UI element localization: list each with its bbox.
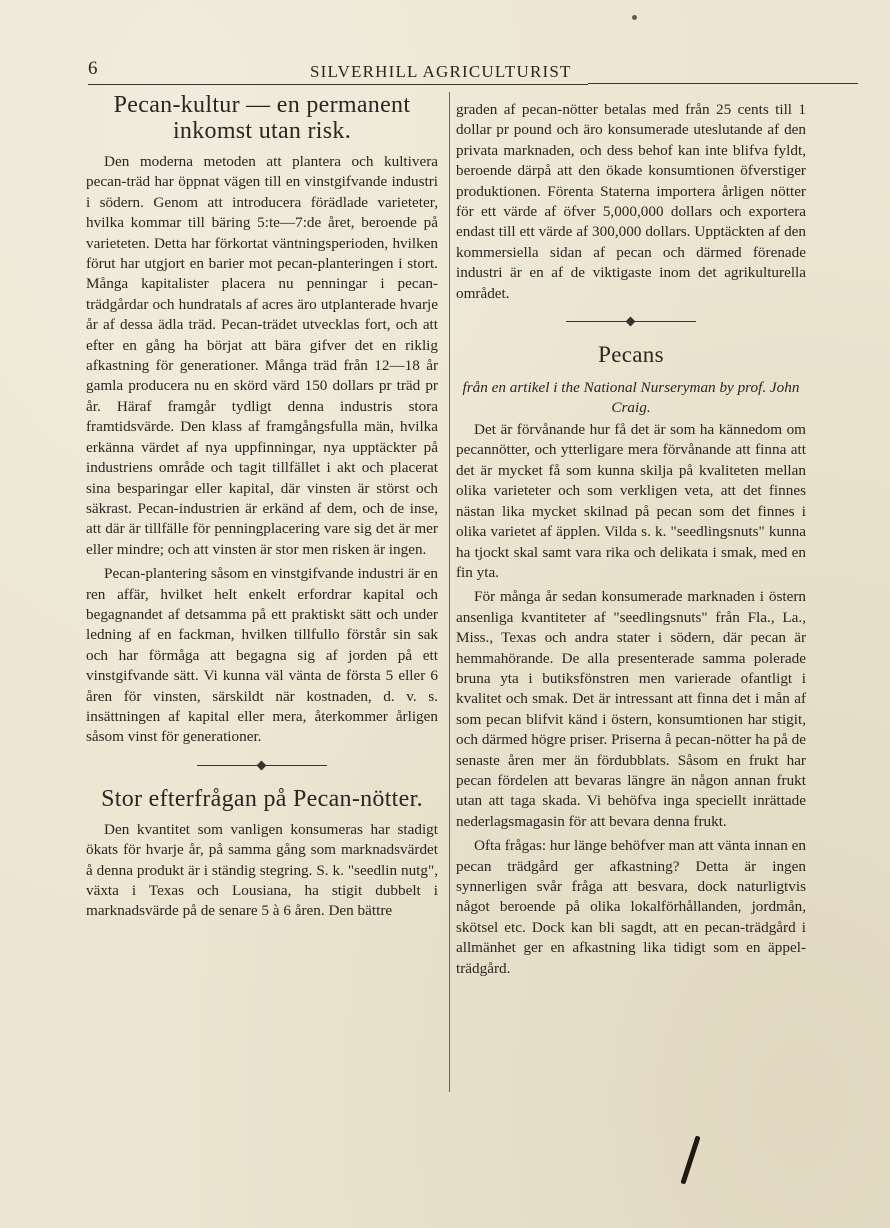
article-title-stor-efterfragan: Stor efterfrågan på Pecan-nötter. xyxy=(101,785,423,812)
left-column xyxy=(86,92,438,922)
article-paragraph: För många år sedan konsumerade marknaden i östern ansenliga kvantiteter af "seedlingsnuts" från Fla., La., Miss., Texas och andra stater i södern, där pecan är hemmahörande. De alla presenterade samma polerade bruna yta i butiksfönstren men varierade ofantligt i kvalitet och smak. Det är intressant att finna det i mån af som pecan blifvit känd i östern, konsumtionen har stigit, och därmed högre priser. Priserna å pecan-nötter ha på de senaste åren mer än fördubblats. Såsom en frukt har pecan fördelen att bevaras längre än någon annan frukt utan att taga skada. Vi behöfva inga speciellt inrättade nederlagsmagasin för att bevara denna frukt. xyxy=(456,588,806,830)
article-paragraph: Det är förvånande hur få det är som ha kännedom om pecannötter, och ytterligare mera förvånande att finna att det är mycket få som kunna skilja på kvaliteten mellan olika varieteter och som verkligen veta, att det finnes nästan lika mycket skilnad på pecan som det finnes i olika varietet af äpplen. Vilda s. k. "seedlingsnuts" kunna ha tjockt skal samt vara rika och delikata i smak, med en fin yta. xyxy=(456,421,806,581)
running-title: SILVERHILL AGRICULTURIST xyxy=(310,62,572,81)
article-byline: från en artikel i the National Nurseryman by prof. John Craig. xyxy=(462,379,800,417)
header-rule xyxy=(588,83,858,84)
article-paragraph-continued: graden af pecan-nötter betalas med från 25 cents till 1 dollar pr pound och äro konsumerade uteslutande af den privata marknaden, och dess behof kan inte blifva fyldt, beroende därpå att den ökade konsumtionen öfverstiger produktionen. Förenta Staterna importera årligen nötter för ett värde af öfver 5,000,000 dollars och exportera endast till ett värde af 300,000 dollars. Upptäckten af den kommersiella sidan af pecan och därmed förenade industri är en af de viktigaste inom det agrikulturella området. xyxy=(456,101,806,302)
article-paragraph: Den moderna metoden att plantera och kultivera pecan-träd har öppnat vägen till en vinstgifvande industri i södern. Genom att introducera förädlade varieteter, hvilka kommar till bäring 5:te—7:de året, beroende på varieteten. Detta har förkortat väntningsperioden, hvilken förut har utgjort en barier mot pecan-planteringen i stort. Många kapitalister placera nu penningar i pecan-trädgårdar och hundratals af acres äro utplanterade hvarje år af dessa ädla träd. Pecan-trädet utvecklas fort, och att efter en gång ha börjat att bära gifver det en riklig afkastning för generationer. Många träd från 12—18 år gamla producera nu en skörd värd 150 dollars pr träd pr år. Häraf framgår tydligt denna industris stora framtidsvärde. Den klass af framgångsfulla män, hvilka erkänna värdet af nya uppfinningar, nya upptäckter på industriens område och tagit tillfället i akt och placerat sina besparingar eller kapital, där vinsten är störst och säkrast. Pecan-industrien är erkänd af dem, och de inse, att där är tillfälle för penningplacering vare sig det är mer eller mindre; och att vinsten är stor men risken är ingen. xyxy=(86,153,438,558)
ink-mark xyxy=(680,1135,700,1184)
page-number: 6 xyxy=(88,58,98,79)
right-column xyxy=(456,100,806,979)
article-title-pecans: Pecans xyxy=(598,342,664,368)
article-title-pecan-kultur: Pecan-kultur — en permanent inkomst utan risk. xyxy=(113,92,411,144)
article-paragraph: Den kvantitet som vanligen konsumeras har stadigt ökats för hvarje år, på samma gång som marknadsvärdet å denna produkt är i ständig stegring. S. k. "seedlin nutg", växta i Texas och Lousiana, ha stigit dubbelt i marknadsvärde på de senare 5 à 6 åren. Den bättre xyxy=(86,820,438,920)
page-header xyxy=(88,58,588,85)
ink-spot xyxy=(632,15,637,20)
section-ornament xyxy=(197,762,327,770)
section-ornament xyxy=(566,318,696,326)
article-paragraph: Pecan-plantering såsom en vinstgifvande industri är en ren affär, hvilket helt enkelt erfordrar kapital och begagnandet af detsamma på ett praktiskt sätt och under ledning af en fackman, hvilken tillfullo förstår sin sak och har förmåga att begagna sig af jorden på ett vinstgifvande sätt. Vi kunna väl vänta de första 5 eller 6 åren för vinsten, särskildt när kostnaden, d. v. s. insättningen af kapital eller mera, återkommer årligen såsom vinst för generationer. xyxy=(86,565,438,746)
column-divider xyxy=(449,92,450,1092)
article-paragraph: Ofta frågas: hur länge behöfver man att vänta innan en pecan trädgård ger afkastning? Detta är ingen synnerligen svår fråga att besvara, dock naturligtvis något beroende på olika lokalförhållanden, jordmån, skötsel etc. Dock kan bli sagdt, att en pecan-trädgård i allmänhet ger en afkastning lika tidigt som en äppel-trädgård. xyxy=(456,837,806,977)
